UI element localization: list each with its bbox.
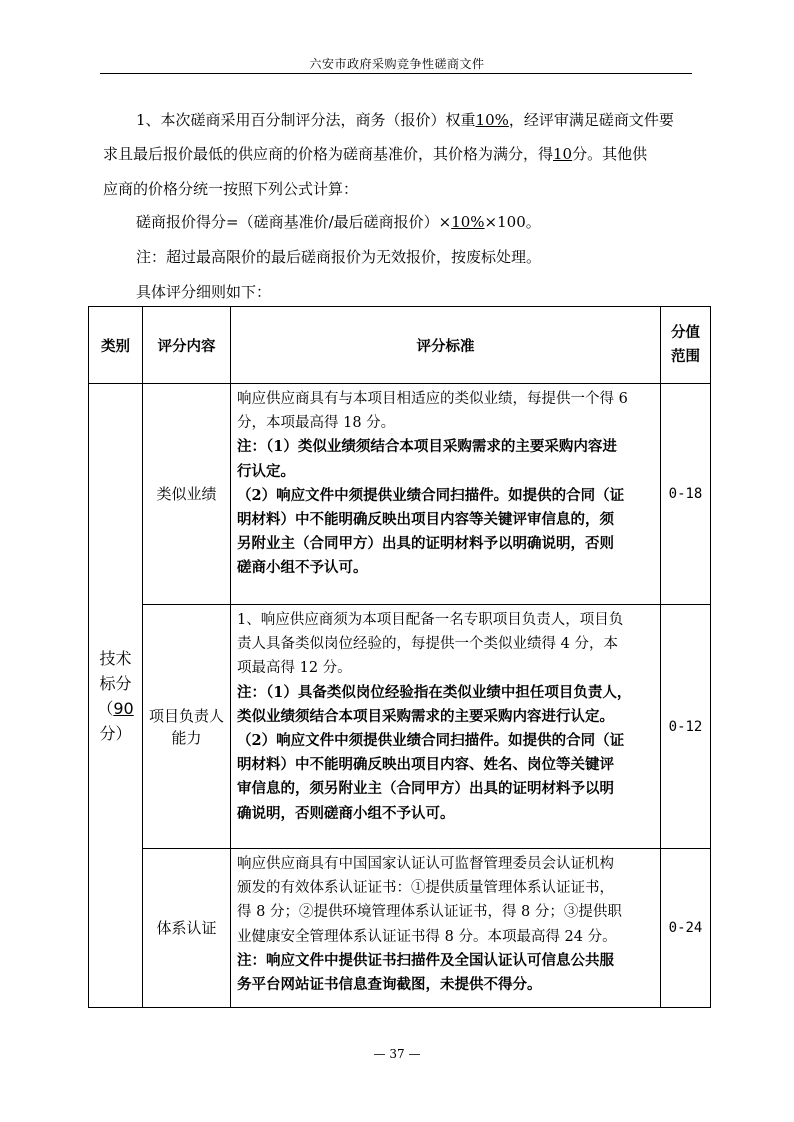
standard-system-certification: 响应供应商具有中国国家认证认可监督管理委员会认证机构 颁发的有效体系认证证书：①提供质量管理体系认证证书， 得 8 分；②提供环境管理体系认证证书，得 8 分；③提供职 业健康安全管理体系认证证书得 8 分。本项最高得 24 分。 注：响应文件中提供证书扫描件及全国认证认可信息公共服 务平台网站证书信息查询截图，未提供不得分。	[231, 849, 661, 1008]
table-header-row	[89, 307, 711, 384]
table-row	[89, 605, 711, 849]
content-similar-performance: 类似业绩	[143, 384, 231, 605]
range-similar-performance: 0-18	[661, 384, 711, 605]
content-project-manager: 项目负责人 能力	[143, 605, 231, 849]
table-row	[89, 849, 711, 1008]
range-project-manager: 0-12	[661, 605, 711, 849]
intro-paragraph-line2: 求且最后报价最低的供应商的价格为磋商基准价，其价格为满分，得10分。其他供	[103, 145, 648, 163]
header-content: 评分内容	[143, 307, 231, 384]
standard-project-manager: 1、响应供应商须为本项目配备一名专职项目负责人，项目负 责人具备类似岗位经验的，每提供一个类似业绩得 4 分，本 项最高得 12 分。 注：（1）具备类似岗位经验指在类似业绩中担任项目负责人， 类似业绩须结合本项目采购需求的主要采购内容进行认定。 （2）响应文件中须提供业绩合同扫描件。如提供的合同（证 明材料）中不能明确反映出项目内容、姓名、岗位等关键评 审信息的，须另附业主（合同甲方）出具的证明材料予以明 确说明，否则磋商小组不予认可。	[231, 605, 661, 849]
standard-similar-performance: 响应供应商具有与本项目相适应的类似业绩，每提供一个得 6 分，本项最高得 18 分。 注：（1）类似业绩须结合本项目采购需求的主要采购内容进 行认定。 （2）响应文件中须提供业绩合同扫描件。如提供的合同（证 明材料）中不能明确反映出项目内容等关键评审信息的，须 另附业主（合同甲方）出具的证明材料予以明确说明，否则 磋商小组不予认可。	[231, 384, 661, 605]
header-standard: 评分标准	[231, 307, 661, 384]
category-tech-score: 技术 标分 （90 分）	[89, 384, 143, 1008]
invalid-price-note: 注：超过最高限价的最后磋商报价为无效报价，按废标处理。	[136, 248, 542, 266]
header-rule	[100, 73, 692, 74]
header-category: 类别	[89, 307, 143, 384]
intro-paragraph-line1: 1、本次磋商采用百分制评分法，商务（报价）权重10%，经评审满足磋商文件要	[136, 111, 674, 129]
range-system-certification: 0-24	[661, 849, 711, 1008]
content-system-certification: 体系认证	[143, 849, 231, 1008]
header-range: 分值 范围	[661, 307, 711, 384]
intro-paragraph-line3: 应商的价格分统一按照下列公式计算：	[103, 180, 359, 198]
document-header-title: 六安市政府采购竞争性磋商文件	[309, 57, 485, 71]
price-score-formula: 磋商报价得分=（磋商基准价/最后磋商报价）×10%×100。	[136, 213, 541, 231]
rules-lead-text: 具体评分细则如下：	[136, 283, 272, 301]
table-row	[89, 384, 711, 605]
page-number: — 37 —	[373, 1047, 421, 1061]
scoring-table	[88, 306, 711, 1008]
